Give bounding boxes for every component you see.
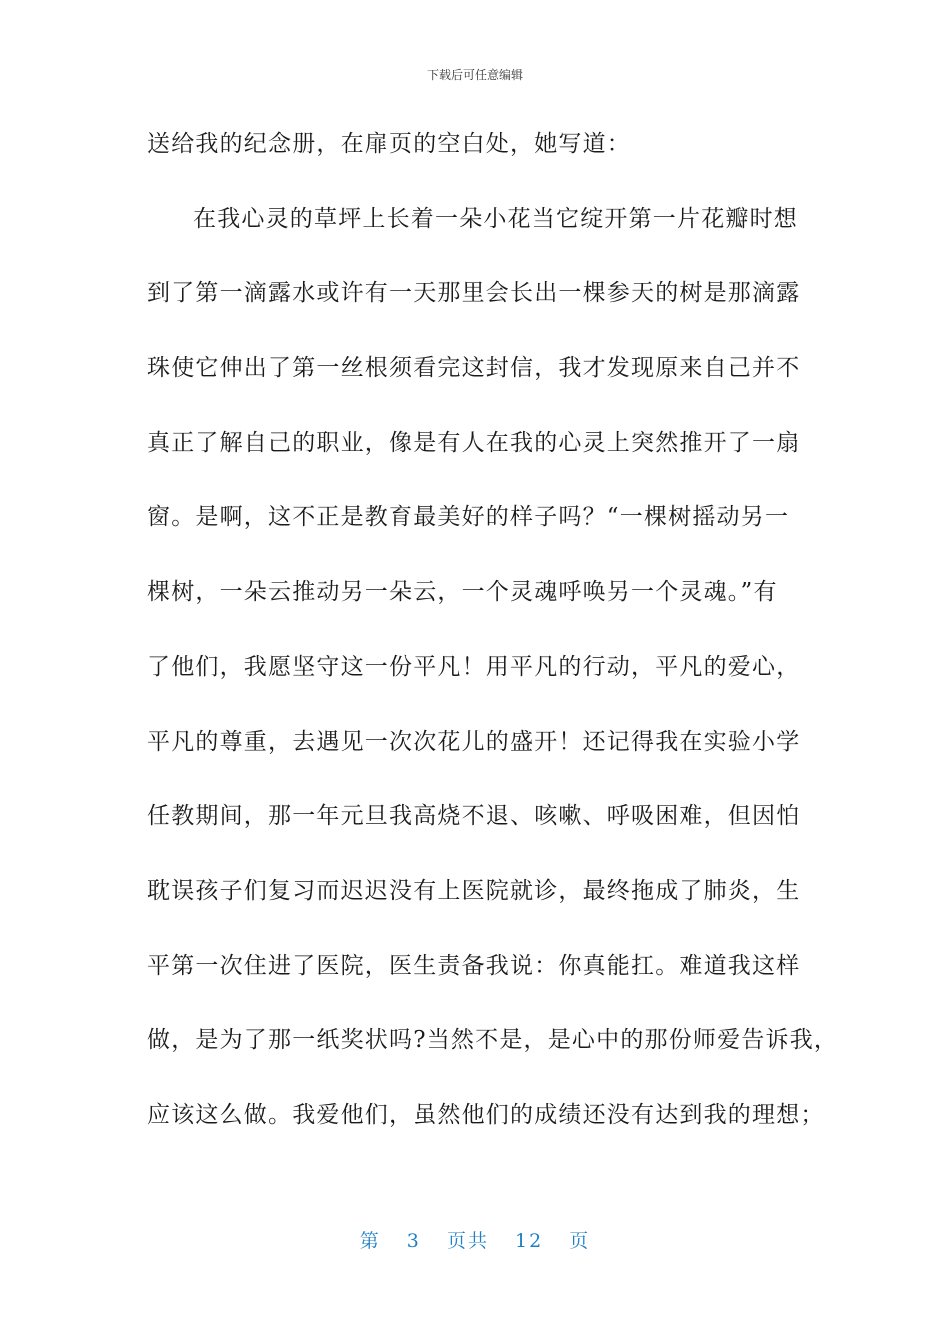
footer-suffix: 页 bbox=[569, 1230, 591, 1252]
text-line: 在我心灵的草坪上长着一朵小花当它绽开第一片花瓣时想 bbox=[193, 205, 798, 232]
text-line: 到了第一滴露水或许有一天那里会长出一棵参天的树是那滴露 bbox=[147, 280, 801, 307]
footer-prefix: 第 bbox=[359, 1230, 381, 1252]
document-body bbox=[147, 126, 839, 1172]
page-header-note: 下载后可任意编辑 bbox=[426, 68, 523, 82]
text-line: 窗。是啊，这不正是教育最美好的样子吗？“一棵树摇动另一 bbox=[147, 504, 790, 531]
text-line: 耽误孩子们复习而迟迟没有上医院就诊，最终拖成了肺炎，生 bbox=[147, 877, 801, 904]
text-line: 任教期间，那一年元旦我高烧不退、咳嗽、呼吸困难，但因怕 bbox=[147, 803, 801, 830]
text-line: 平第一次住进了医院，医生责备我说：你真能扛。难道我这样 bbox=[147, 952, 801, 979]
page-footer bbox=[0, 1226, 950, 1253]
text-line: 真正了解自己的职业，像是有人在我的心灵上突然推开了一扇 bbox=[147, 429, 801, 456]
text-line: 棵树，一朵云推动另一朵云，一个灵魂呼唤另一个灵魂。”有 bbox=[147, 579, 778, 606]
footer-middle: 页共 bbox=[446, 1230, 489, 1252]
text-line: 应该这么做。我爱他们，虽然他们的成绩还没有达到我的理想； bbox=[147, 1101, 825, 1128]
text-line: 珠使它伸出了第一丝根须看完这封信，我才发现原来自己并不 bbox=[147, 355, 801, 382]
text-line: 做，是为了那一纸奖状吗?当然不是，是心中的那份师爱告诉我， bbox=[147, 1027, 839, 1054]
text-line: 平凡的尊重，去遇见一次次花儿的盛开！还记得我在实验小学 bbox=[147, 728, 801, 755]
current-page-number: 3 bbox=[406, 1230, 421, 1252]
text-line: 送给我的纪念册，在扉页的空白处，她写道： bbox=[147, 131, 631, 157]
total-page-count: 12 bbox=[515, 1230, 544, 1252]
text-line: 了他们，我愿坚守这一份平凡！用平凡的行动，平凡的爱心， bbox=[147, 653, 801, 680]
